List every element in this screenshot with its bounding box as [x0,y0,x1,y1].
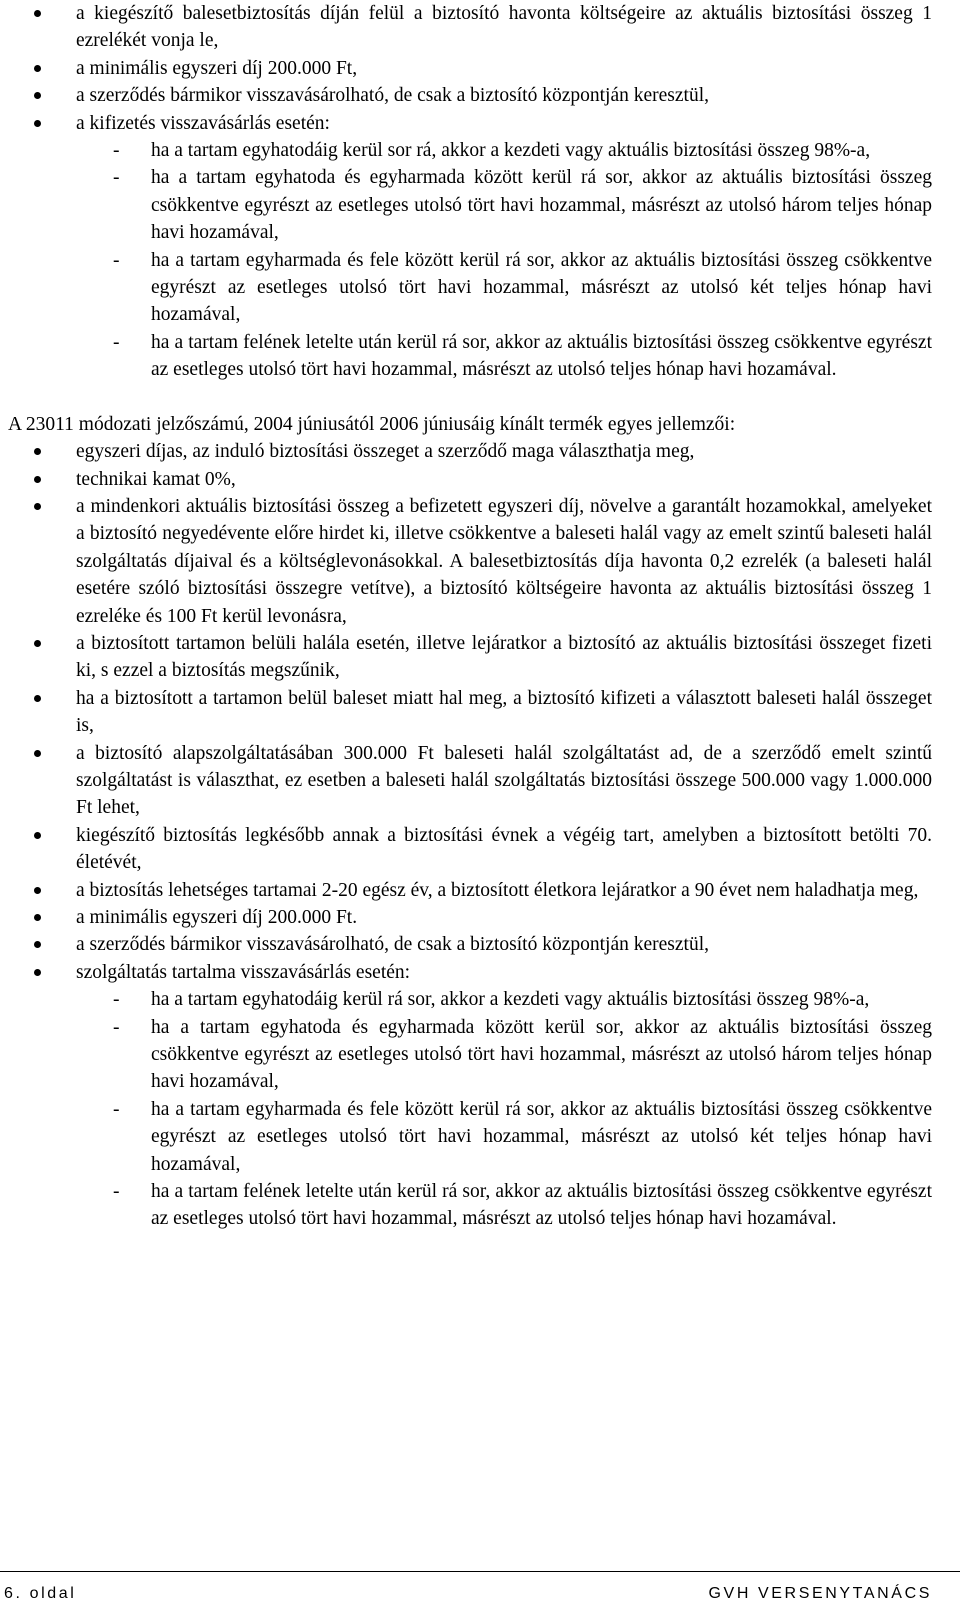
bullet-text: kiegészítő biztosítás legkésőbb annak a biztosítási évnek a végéig tart, amelyben a biztosított betölti 70. életévét, [76,824,932,874]
bullet-text: a biztosítás lehetséges tartamai 2-20 egész év, a biztosított életkora lejáratkor a 90 évet nem haladhatja meg, [76,879,919,901]
bullet-text: a szerződés bármikor visszavásárolható, de csak a biztosító központján keresztül, [76,85,709,107]
bullet-item [0,740,960,822]
bullet-dot-icon [34,695,41,702]
bullet-item [0,630,960,685]
bullet-list-section-1 [0,0,960,384]
bullet-text: a biztosító alapszolgáltatásában 300.000 Ft baleseti halál szolgáltatást ad, de a szerződő emelt szintű szolgáltatást is választhat, ez esetben a baleseti halál szolgáltatás biztosítási összege 500.000 vagy 1.000.000 Ft lehet, [76,742,932,819]
bullet-text: technikai kamat 0%, [76,468,236,490]
dash-text: ha a tartam felének letelte után kerül rá sor, akkor az aktuális biztosítási összeg csökkentve egyrészt az esetleges utolsó tört havi hozammal, másrészt az utolsó teljes hónap havi hozamával. [151,1181,932,1230]
bullet-text: a kiegészítő balesetbiztosítás díján felül a biztosító havonta költségeire az aktuális biztosítási összeg 1 ezrelékét vonja le, [76,3,932,52]
dash-marker-icon: - [113,989,120,1011]
dash-sublist [0,137,960,384]
bullet-text: szolgáltatás tartalma visszavásárlás esetén: [76,961,411,983]
bullet-item [0,110,960,384]
bullet-dot-icon [34,10,41,17]
bullet-text: egyszeri díjas, az induló biztosítási összeget a szerződő maga választhatja meg, [76,441,695,463]
bullet-text: a kifizetés visszavásárlás esetén: [76,112,330,134]
dash-marker-icon: - [113,249,120,271]
bullet-item [0,438,960,465]
bullet-item [0,822,960,877]
bullet-list-section-2 [0,438,960,1233]
footer-organization: GVH VERSENYTANÁCS [708,1585,932,1602]
bullet-item [0,931,960,958]
dash-text: ha a tartam egyharmada és fele között kerül rá sor, akkor az aktuális biztosítási összeg csökkentve egyrészt az esetleges utolsó tört havi hozammal, másrészt az utolsó két teljes hónap havi hozamával, [151,249,932,326]
dash-item [0,1178,960,1233]
bullet-text: ha a biztosított a tartamon belül baleset miatt hal meg, a biztosító kifizeti a választott baleseti halál összeget is, [76,687,932,737]
bullet-dot-icon [34,92,41,99]
dash-text: ha a tartam felének letelte után kerül rá sor, akkor az aktuális biztosítási összeg csökkentve egyrészt az esetleges utolsó tört havi hozammal, másrészt az utolsó teljes hónap havi hozamával. [151,331,932,381]
dash-item [0,1014,960,1096]
dash-text: ha a tartam egyhatoda és egyharmada között kerül rá sor, akkor az aktuális biztosítási összeg csökkentve egyrészt az esetleges utolsó tört havi hozammal, másrészt az utolsó három teljes hónap havi hozamával, [151,167,932,244]
dash-text: ha a tartam egyhatodáig kerül rá sor, akkor a kezdeti vagy aktuális biztosítási összeg 98%-a, [151,989,870,1011]
dash-text: ha a tartam egyhatoda és egyharmada között kerül sor, akkor az aktuális biztosítási összeg csökkentve egyrészt az esetleges utolsó tört havi hozammal, másrészt az utolsó három teljes hónap havi hozamával, [151,1016,932,1093]
bullet-item [0,685,960,740]
paragraph-gap [0,384,960,411]
bullet-dot-icon [34,887,41,894]
bullet-dot-icon [34,640,41,647]
bullet-dot-icon [34,914,41,921]
bullet-dot-icon [34,503,41,510]
dash-marker-icon: - [113,331,120,353]
dash-marker-icon: - [113,167,120,189]
bullet-text: a minimális egyszeri díj 200.000 Ft, [76,57,358,79]
dash-item [0,1096,960,1178]
dash-item [0,329,960,384]
bullet-dot-icon [34,969,41,976]
bullet-dot-icon [34,941,41,948]
dash-item [0,164,960,246]
bullet-item [0,466,960,493]
bullet-text: a mindenkori aktuális biztosítási összeg a befizetett egyszeri díj, növelve a garantált hozamokkal, amelyeket a biztosító negyedévente előre hirdet ki, illetve csökkentve a baleseti halál vagy az emelt szintű baleseti halál szolgáltatás díjaival és a költséglevonásokkal. A balesetbiztosítás díja havonta 0,2 ezrelék (a baleseti halál esetére szóló biztosítási összegre vetítve), a biztosító költségeire havonta az aktuális biztosítási összeg 1 ezreléke és 100 Ft kerül levonásra, [76,495,932,627]
bullet-text: a szerződés bármikor visszavásárolható, de csak a biztosító központján keresztül, [76,934,709,956]
bullet-dot-icon [34,476,41,483]
page-number: 6. oldal [4,1585,77,1602]
bullet-item [0,904,960,931]
bullet-item [0,82,960,109]
bullet-text: a minimális egyszeri díj 200.000 Ft. [76,907,358,928]
bullet-item [0,959,960,1233]
dash-text: ha a tartam egyhatodáig kerül sor rá, akkor a kezdeti vagy aktuális biztosítási összeg 98%-a, [151,140,871,162]
bullet-dot-icon [34,65,41,72]
bullet-text: a biztosított tartamon belüli halála esetén, illetve lejáratkor a biztosító az aktuális biztosítási összeget fizeti ki, s ezzel a biztosítás megszűnik, [76,632,932,682]
bullet-item [0,877,960,904]
dash-text: ha a tartam egyharmada és fele között kerül rá sor, akkor az aktuális biztosítási összeg csökkentve egyrészt az esetleges utolsó tört havi hozammal, másrészt az utolsó két teljes hónap havi hozamával, [151,1098,932,1175]
bullet-item [0,0,960,55]
bullet-item [0,55,960,82]
dash-marker-icon: - [113,1098,120,1120]
dash-marker-icon: - [113,1181,120,1203]
dash-marker-icon: - [113,1016,120,1038]
footer-divider [0,1571,960,1572]
bullet-dot-icon [34,750,41,757]
bullet-dot-icon [34,832,41,839]
dash-item [0,137,960,164]
bullet-item [0,493,960,630]
dash-marker-icon: - [113,140,120,162]
dash-sublist [0,986,960,1233]
bullet-dot-icon [34,120,41,127]
dash-item [0,247,960,329]
dash-item [0,986,960,1013]
product-intro-paragraph: A 23011 módozati jelzőszámú, 2004 júniusától 2006 júniusáig kínált termék egyes jellemzői: [8,413,736,435]
bullet-dot-icon [34,448,41,455]
